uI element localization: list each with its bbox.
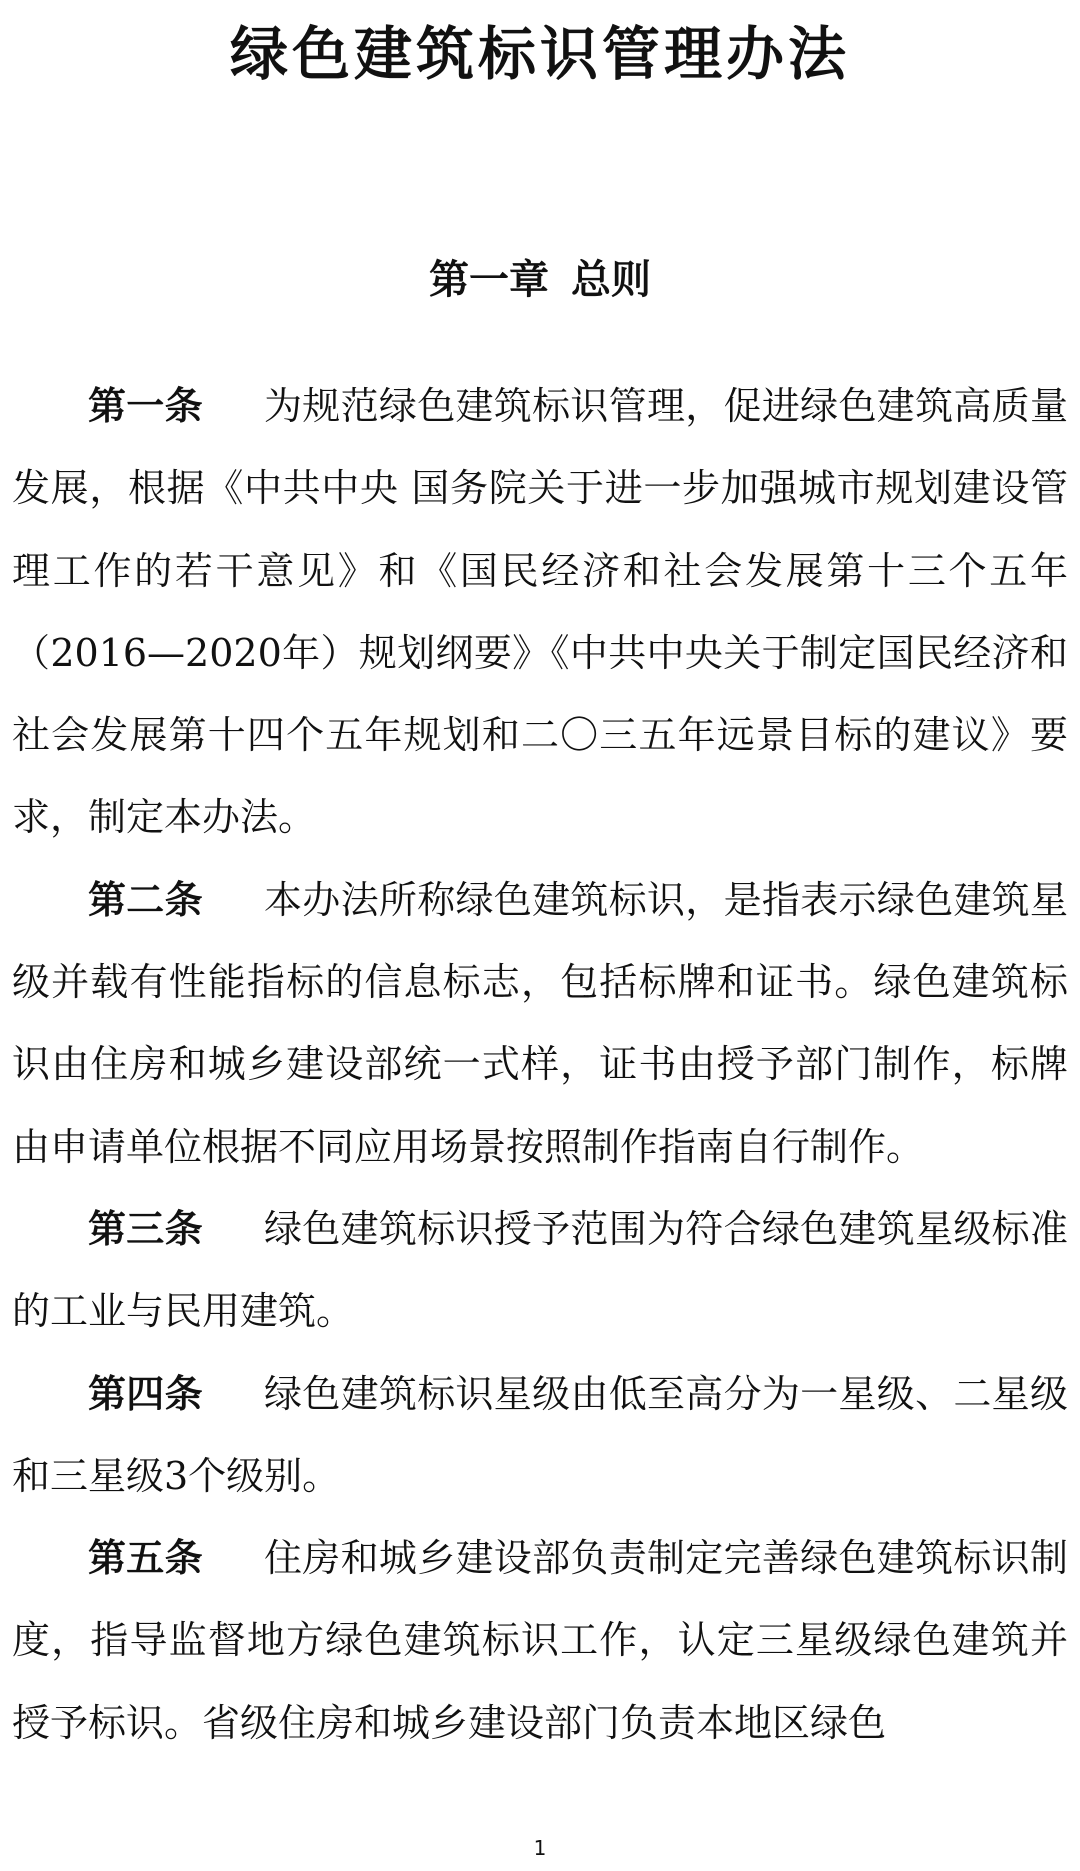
- article-label: 第五条: [88, 1536, 203, 1581]
- article-text: 绿色建筑标识授予范围为符合绿色建筑星级标准的工业与民用建筑。: [12, 1206, 1068, 1334]
- article-text: 为规范绿色建筑标识管理，促进绿色建筑高质量发展，根据《中共中央 国务院关于进一步加强城市规划建设管理工作的若干意见》和《国民经济和社会发展第十三个五年（2016—2020年）规划纲要》《中共中央关于制定国民经济和社会发展第十四个五年规划和二〇三五年远景目标的建议》要求，制定本办法。: [12, 384, 1068, 840]
- article-text: 绿色建筑标识星级由低至高分为一星级、二星级和三星级3个级别。: [12, 1371, 1068, 1498]
- article-3: [12, 1188, 1068, 1353]
- article-5: [12, 1517, 1068, 1764]
- article-text: 本办法所称绿色建筑标识，是指表示绿色建筑星级并载有性能指标的信息标志，包括标牌和证书。绿色建筑标识由住房和城乡建设部统一式样，证书由授予部门制作，标牌由申请单位根据不同应用场景按照制作指南自行制作。: [12, 877, 1068, 1169]
- document-body: [12, 365, 1068, 1764]
- chapter-heading: [0, 252, 1080, 308]
- article-text: 住房和城乡建设部负责制定完善绿色建筑标识制度，指导监督地方绿色建筑标识工作，认定三星级绿色建筑并授予标识。省级住房和城乡建设部门负责本地区绿色: [12, 1536, 1068, 1745]
- article-4: [12, 1353, 1068, 1518]
- article-label: 第二条: [88, 877, 203, 922]
- chapter-name: 总则: [571, 257, 651, 303]
- article-1: [12, 365, 1068, 859]
- article-label: 第三条: [88, 1206, 203, 1251]
- chapter-number: 第一章: [429, 257, 549, 303]
- article-label: 第一条: [88, 384, 203, 428]
- article-label: 第四条: [88, 1371, 203, 1416]
- article-2: [12, 859, 1068, 1188]
- page-number: 1: [533, 1836, 547, 1860]
- document-title: 绿色建筑标识管理办法: [229, 20, 850, 88]
